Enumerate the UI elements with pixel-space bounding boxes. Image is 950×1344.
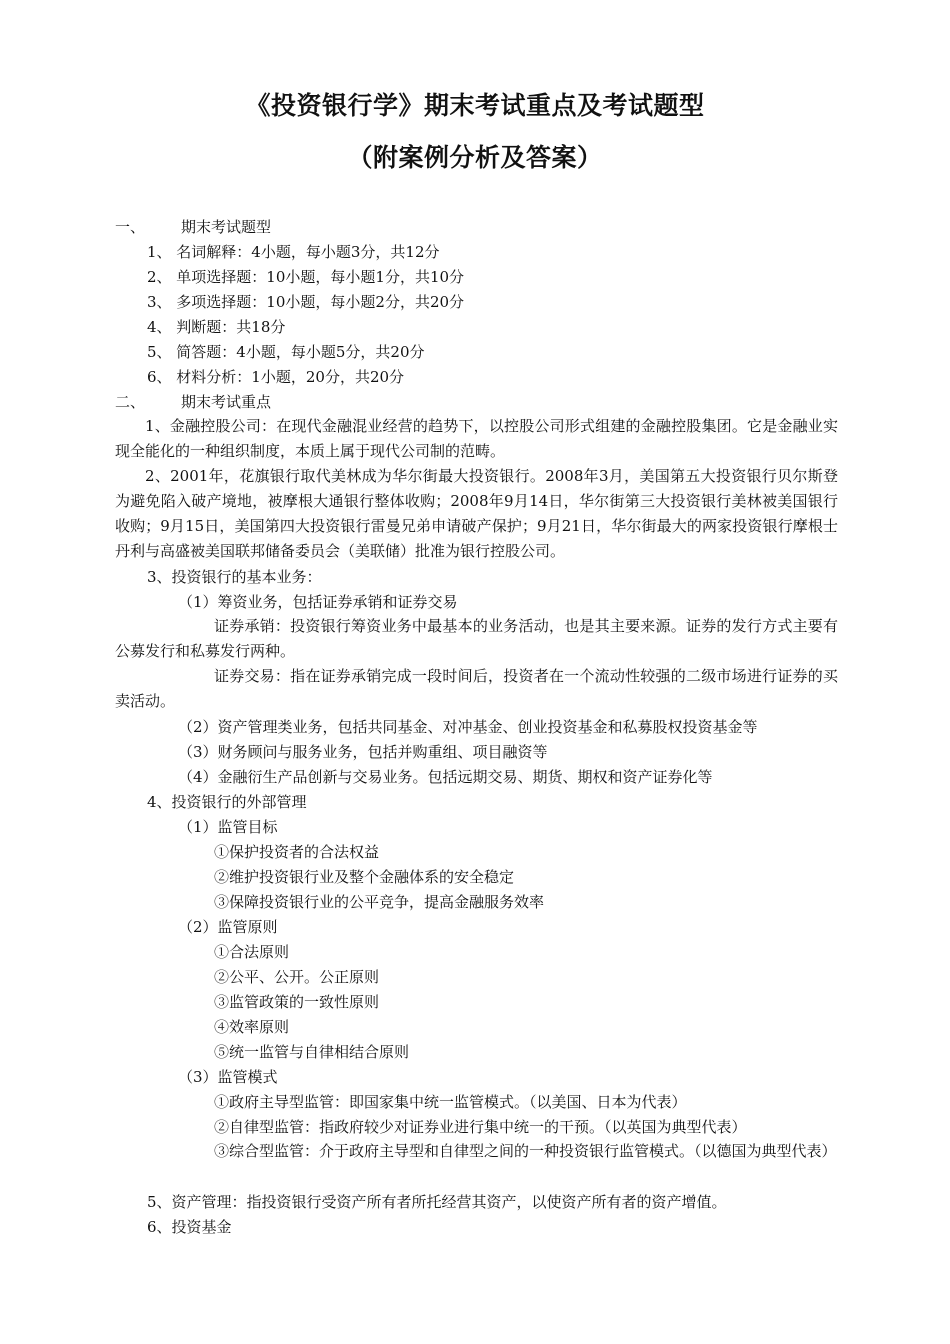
list-item: ①合法原则 xyxy=(214,943,290,961)
section-number: 二、 xyxy=(115,393,146,411)
paragraph: 证券承销：投资银行筹资业务中最基本的业务活动，也是其主要来源。证券的发行方式主要有公募发行和私募发行两种。 xyxy=(115,617,838,660)
sub-heading: （4）金融衍生产品创新与交易业务。包括远期交易、期货、期权和资产证券化等 xyxy=(178,768,713,786)
section-heading-2 xyxy=(115,392,271,412)
list-item: 1、 名词解释：4小题，每小题3分，共12分 xyxy=(147,243,440,261)
section-title: 期末考试题型 xyxy=(181,218,272,236)
list-item: ④效率原则 xyxy=(214,1018,290,1036)
sub-heading: （1）监管目标 xyxy=(178,818,278,836)
list-item: 6、 材料分析：1小题，20分，共20分 xyxy=(147,368,405,386)
list-item: 3、 多项选择题：10小题，每小题2分，共20分 xyxy=(147,293,465,311)
paragraph-heading: 4、投资银行的外部管理 xyxy=(147,793,307,811)
section-title: 期末考试重点 xyxy=(181,393,272,411)
paragraph: 5、资产管理：指投资银行受资产所有者所托经营其资产，以使资产所有者的资产增值。 xyxy=(147,1193,727,1211)
sub-heading: （1）筹资业务，包括证券承销和证券交易 xyxy=(178,593,458,611)
sub-heading: （3）监管模式 xyxy=(178,1068,278,1086)
list-item: 5、 简答题：4小题，每小题5分，共20分 xyxy=(147,343,425,361)
section-heading-1 xyxy=(115,217,271,237)
sub-heading: （3）财务顾问与服务业务，包括并购重组、项目融资等 xyxy=(178,743,548,761)
sub-heading: （2）监管原则 xyxy=(178,918,278,936)
list-item: ③保障投资银行业的公平竞争，提高金融服务效率 xyxy=(214,893,545,911)
paragraph-heading: 3、投资银行的基本业务： xyxy=(147,568,322,586)
list-item: 4、 判断题：共18分 xyxy=(147,318,286,336)
document-subtitle: （附案例分析及答案） xyxy=(347,143,603,172)
list-item: ②自律型监管：指政府较少对证券业进行集中统一的干预。（以英国为典型代表） xyxy=(214,1118,747,1136)
paragraph: 2、2001年，花旗银行取代美林成为华尔街最大投资银行。2008年3月，美国第五大投资银行贝尔斯登为避免陷入破产境地，被摩根大通银行整体收购；2008年9月14日，华尔街第三大投资银行美林被美国银行收购；9月15日，美国第四大投资银行雷曼兄弟申请破产保护；9月21日，华尔街最大的两家投资银行摩根士丹利与高盛被美国联邦储备委员会（美联储）批准为银行控股公司。 xyxy=(115,467,838,560)
list-item: ③综合型监管：介于政府主导型和自律型之间的一种投资银行监管模式。（以德国为典型代表） xyxy=(214,1142,837,1160)
list-item: 2、 单项选择题：10小题，每小题1分，共10分 xyxy=(147,268,465,286)
paragraph-heading: 6、投资基金 xyxy=(147,1218,232,1236)
sub-heading: （2）资产管理类业务，包括共同基金、对冲基金、创业投资基金和私募股权投资基金等 xyxy=(178,718,758,736)
list-item: ①政府主导型监管：即国家集中统一监管模式。（以美国、日本为代表） xyxy=(214,1093,687,1111)
list-item: ⑤统一监管与自律相结合原则 xyxy=(214,1043,410,1061)
paragraph: 证券交易：指在证券承销完成一段时间后，投资者在一个流动性较强的二级市场进行证券的买卖活动。 xyxy=(115,667,838,710)
section-number: 一、 xyxy=(115,218,146,236)
list-item: ②维护投资银行业及整个金融体系的安全稳定 xyxy=(214,868,515,886)
list-item: ②公平、公开。公正原则 xyxy=(214,968,380,986)
list-item: ③监管政策的一致性原则 xyxy=(214,993,380,1011)
list-item: ①保护投资者的合法权益 xyxy=(214,843,380,861)
paragraph: 1、金融控股公司：在现代金融混业经营的趋势下，以控股公司形式组建的金融控股集团。它是金融业实现全能化的一种组织制度，本质上属于现代公司制的范畴。 xyxy=(115,417,838,460)
document-title: 《投资银行学》期末考试重点及考试题型 xyxy=(245,91,705,120)
